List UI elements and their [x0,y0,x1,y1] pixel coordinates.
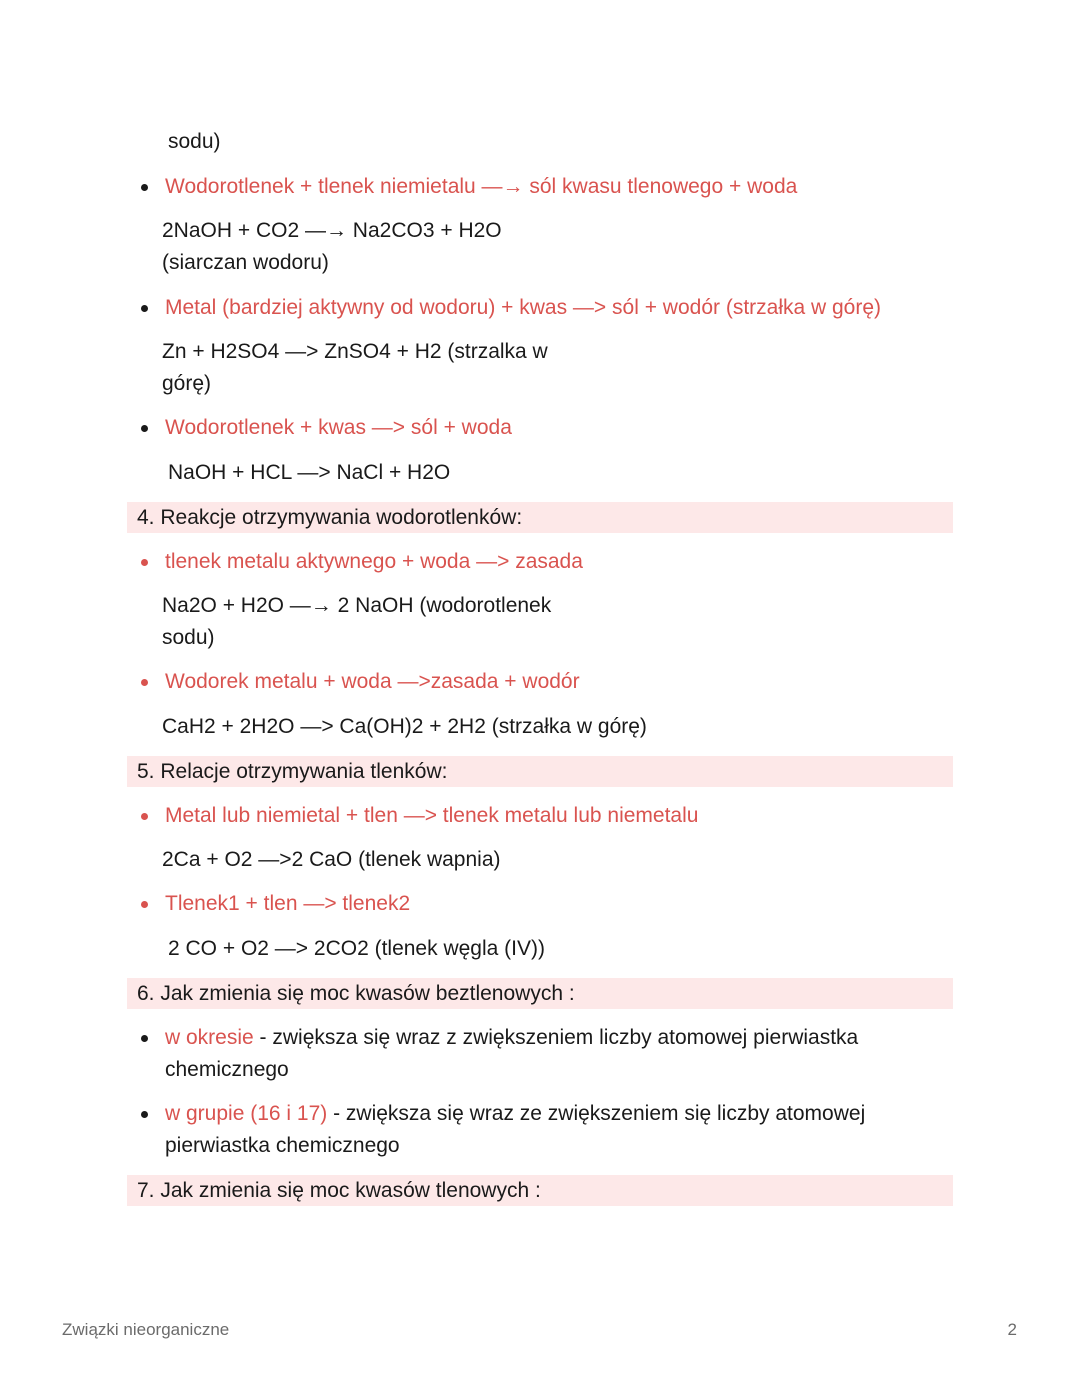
section-heading-band [127,756,953,787]
reaction-example: 2Ca + O2 —>2 CaO (tlenek wapnia) [162,848,501,871]
reaction-example: 2 CO + O2 —> 2CO2 (tlenek węgla (IV)) [168,937,545,960]
reaction-rule: Wodorek metalu + woda —>zasada + wodór [165,670,580,693]
section-heading: 7. Jak zmienia się moc kwasów tlenowych : [137,1179,541,1202]
rule-line [165,1098,865,1130]
reaction-example: Na2O + H2O —→ 2 NaOH (wodorotlenek [162,594,552,617]
bullet-icon [141,679,148,686]
rule-highlight: w okresie [165,1026,254,1049]
bullet-icon [141,901,148,908]
reaction-example-note: górę) [162,372,212,395]
section-heading-band [127,978,953,1009]
bullet-icon [141,425,148,432]
bullet-icon [141,305,148,312]
reaction-rule: Metal (bardziej aktywny od wodoru) + kwas —> sól + wodór (strzałka w górę) [165,296,882,319]
rule-continuation: pierwiastka chemicznego [165,1134,400,1157]
reaction-rule: Wodorotlenek + kwas —> sól + woda [165,416,512,439]
section-heading: 6. Jak zmienia się moc kwasów beztlenowych : [137,982,575,1005]
section-heading: 5. Relacje otrzymywania tlenków: [137,760,448,783]
reaction-rule: Metal lub niemietal + tlen —> tlenek metalu lub niemetalu [165,804,699,827]
reaction-example: CaH2 + 2H2O —> Ca(OH)2 + 2H2 (strzałka w górę) [162,715,647,738]
reaction-example: 2NaOH + CO2 —→ Na2CO3 + H2O [162,219,502,242]
rule-text: - zwiększa się wraz z zwiększeniem liczby atomowej pierwiastka [253,1026,859,1049]
reaction-rule: Wodorotlenek + tlenek niemietalu —→ sól kwasu tlenowego + woda [165,175,798,198]
reaction-example: Zn + H2SO4 —> ZnSO4 + H2 (strzalka w [162,340,548,363]
bullet-icon [141,559,148,566]
section-heading: 4. Reakcje otrzymywania wodorotlenków: [137,506,523,529]
bullet-icon [141,184,148,191]
reaction-example-note: sodu) [162,626,215,649]
bullet-icon [141,1111,148,1118]
reaction-rule: Tlenek1 + tlen —> tlenek2 [165,892,411,915]
page-number: 2 [1007,1320,1017,1339]
section-heading-band [127,1175,953,1206]
reaction-example: NaOH + HCL —> NaCl + H2O [168,461,451,484]
rule-line [165,1022,858,1054]
section-heading-band [127,502,953,533]
rule-continuation: chemicznego [165,1058,289,1081]
bullet-icon [141,813,148,820]
rule-highlight: w grupie (16 i 17) [165,1102,328,1125]
rule-text: - zwiększa się wraz ze zwiększeniem się liczby atomowej [327,1102,866,1125]
bullet-icon [141,1035,148,1042]
continuation-text: sodu) [168,130,221,153]
reaction-example-note: (siarczan wodoru) [162,251,329,274]
reaction-rule: tlenek metalu aktywnego + woda —> zasada [165,550,583,573]
footer-title: Związki nieorganiczne [62,1320,230,1339]
